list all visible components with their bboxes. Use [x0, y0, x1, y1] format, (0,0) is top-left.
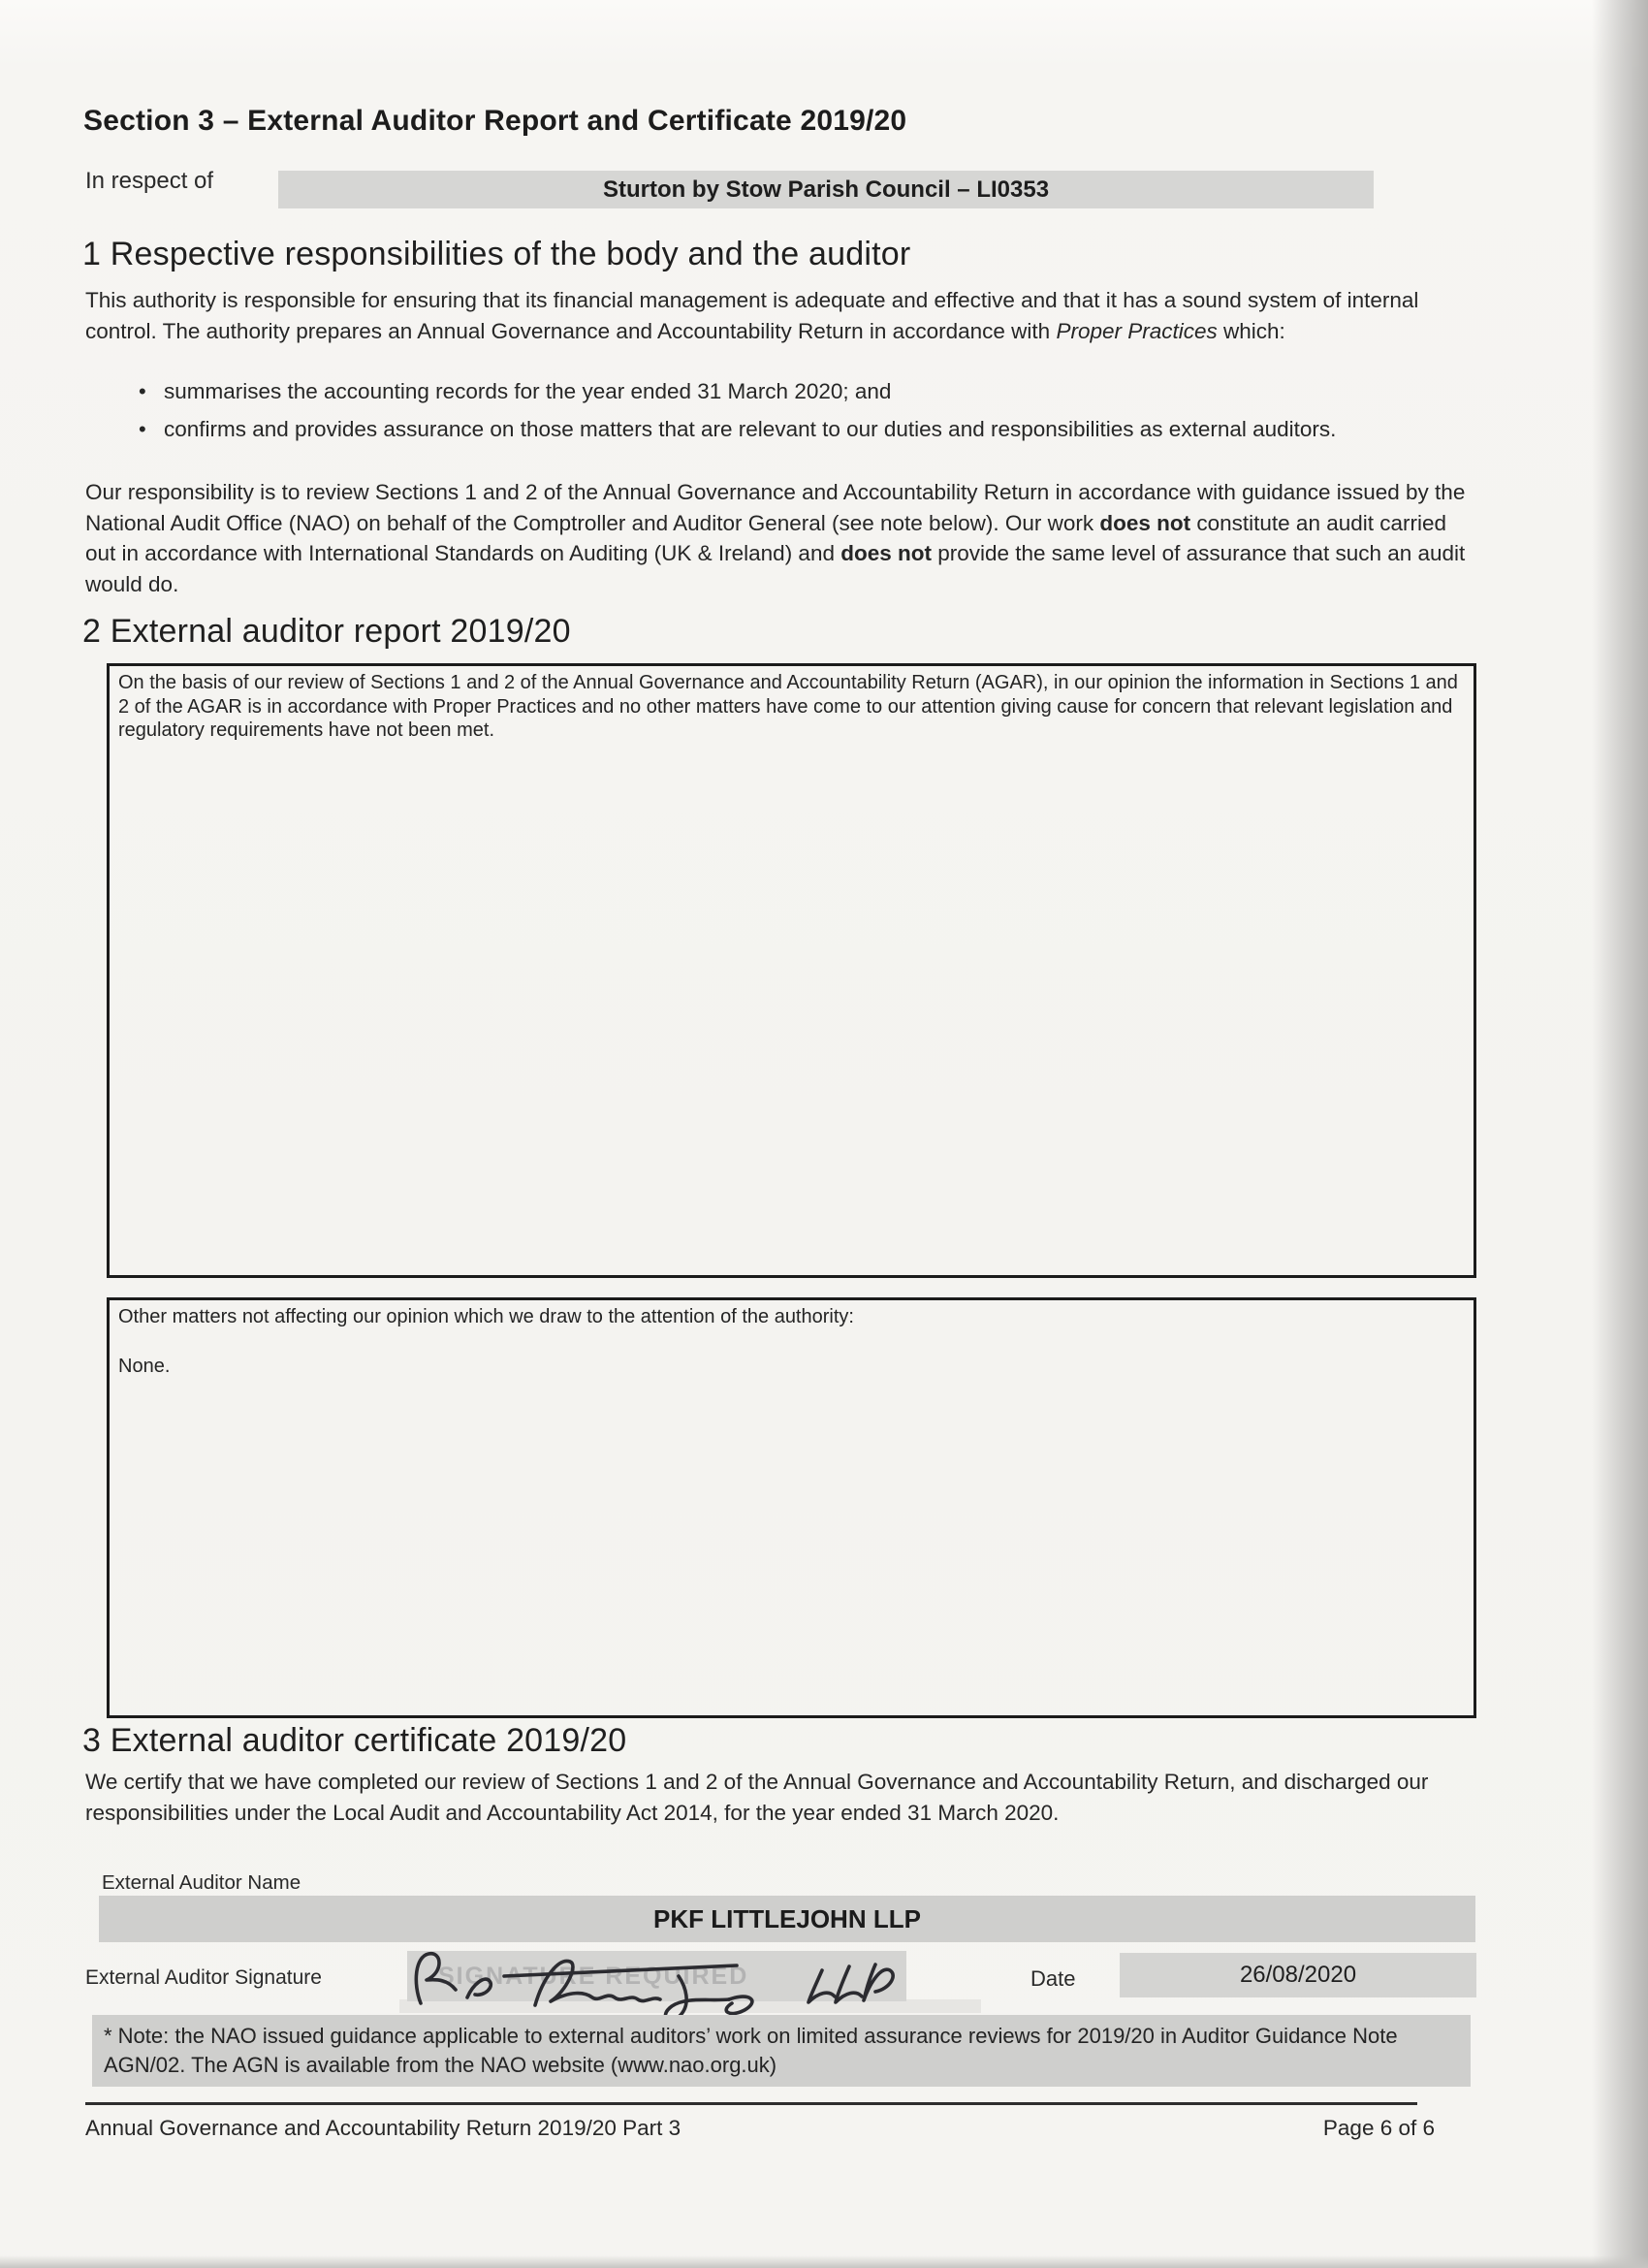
section-1-intro [85, 285, 1442, 346]
section-1-heading: 1 Respective responsibilities of the body and the auditor [82, 236, 911, 272]
external-auditor-name-field: PKF LITTLEJOHN LLP [99, 1896, 1475, 1942]
authority-name-field: Sturton by Stow Parish Council – LI0353 [278, 171, 1374, 208]
responsibility-paragraph [85, 477, 1474, 599]
proper-practices-italic: Proper Practices [1056, 318, 1218, 343]
does-not-bold: does not [840, 541, 932, 565]
other-matters-value: None. [118, 1355, 171, 1377]
auditor-opinion-text: On the basis of our review of Sections 1 and 2 of the Annual Governance and Accountability Return (AGAR), in our opinion the information in Sections 1 and 2 of the AGAR is in accordance with Proper Practices and no other matters have come to our attention giving cause for concern that relevant legislation and regulatory requirements have not been met. [118, 672, 1458, 741]
external-auditor-name-label: External Auditor Name [102, 1871, 301, 1894]
responsibility-text: constitute an audit carried out in accordance with International Standards on Auditing (UK & Ireland) and [85, 510, 1447, 565]
scan-edge-shadow-right [1592, 0, 1648, 2268]
bullet-item [139, 376, 1399, 407]
section-1-bullets [139, 376, 1399, 444]
intro-text: This authority is responsible for ensuring that its financial management is adequate and effective and that it has a sound system of internal control. The authority prepares an Annual Governance and Accountability Return in accordance with [85, 288, 1419, 343]
bullet-dot-icon: • [139, 416, 146, 441]
section-3-heading: 3 External auditor certificate 2019/20 [82, 1722, 627, 1759]
section-2-heading: 2 External auditor report 2019/20 [82, 613, 571, 650]
responsibility-text: Our responsibility is to review Sections 1 and 2 of the Annual Governance and Accountability Return in accordance with guidance issued by the National Audit Office (NAO) on behalf of the Comptroller and Auditor General (see note below). Our work [85, 480, 1466, 535]
scan-edge-shadow-bottom [0, 2255, 1648, 2268]
external-auditor-signature-label: External Auditor Signature [85, 1966, 322, 1989]
signature-ink [388, 1932, 950, 2028]
page-title: Section 3 – External Auditor Report and Certificate 2019/20 [83, 105, 907, 137]
footer-document-title: Annual Governance and Accountability Return 2019/20 Part 3 [85, 2116, 681, 2140]
date-label: Date [1030, 1966, 1076, 1991]
other-matters-box [107, 1297, 1476, 1718]
footer-rule [85, 2102, 1417, 2105]
other-matters-label: Other matters not affecting our opinion which we draw to the attention of the authority: [118, 1306, 854, 1327]
signature-required-watermark: SIGNATURE REQUIRED [438, 1963, 749, 1990]
responsibility-text: provide the same level of assurance that such an audit would do. [85, 541, 1466, 596]
bullet-item [139, 414, 1399, 445]
does-not-bold: does not [1099, 510, 1191, 535]
bullet-dot-icon: • [139, 379, 146, 403]
footer-page-number: Page 6 of 6 [1322, 2116, 1435, 2140]
nao-note: * Note: the NAO issued guidance applicable to external auditors’ work on limited assurance reviews for 2019/20 in Auditor Guidance Note AGN/02. The AGN is available from the NAO website (www.nao.org.uk) [92, 2015, 1471, 2087]
auditor-report-box [107, 663, 1476, 1278]
footer [85, 2116, 1435, 2141]
certificate-paragraph: We certify that we have completed our review of Sections 1 and 2 of the Annual Governance and Accountability Return, and discharged our responsibilities under the Local Audit and Accountability Act 2014, for the year ended 31 March 2020. [85, 1770, 1429, 1825]
intro-text-tail: which: [1217, 318, 1285, 343]
bullet-text: summarises the accounting records for the year ended 31 March 2020; and [164, 379, 892, 403]
date-field: 26/08/2020 [1120, 1953, 1476, 1997]
bullet-text: confirms and provides assurance on those matters that are relevant to our duties and responsibilities as external auditors. [164, 416, 1337, 441]
in-respect-of-label: In respect of [85, 168, 214, 194]
